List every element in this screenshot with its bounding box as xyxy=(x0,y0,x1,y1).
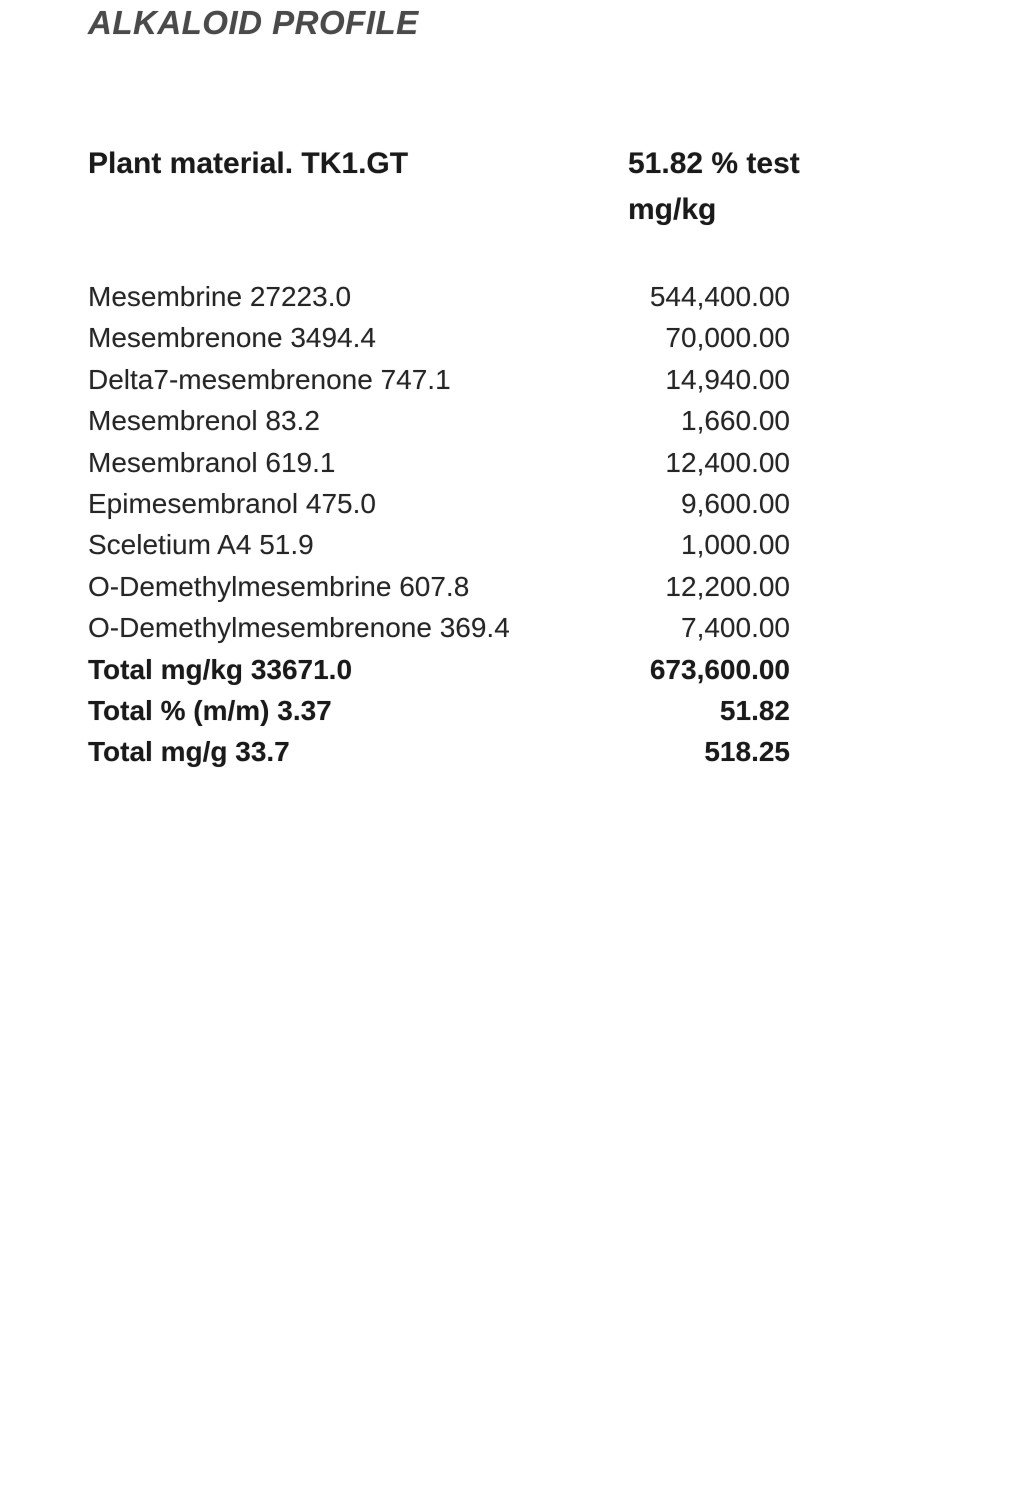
alkaloid-table xyxy=(88,276,790,773)
table-row-total-mgkg xyxy=(88,649,790,690)
compound-value: 1,660.00 xyxy=(681,405,790,437)
compound-name: Mesembrine 27223.0 xyxy=(88,281,352,312)
total-label: Total % (m/m) 3.37 xyxy=(88,695,332,727)
compound-value: 14,940.00 xyxy=(665,363,790,395)
compound-value: 544,400.00 xyxy=(649,281,790,312)
compound-value: 12,400.00 xyxy=(665,446,790,478)
compound-name: Mesembrenol 83.2 xyxy=(88,405,320,437)
total-value: 51.82 xyxy=(719,695,790,727)
table-row-total-mgg xyxy=(88,731,790,772)
report-header xyxy=(88,141,828,241)
compound-value: 12,200.00 xyxy=(665,570,790,602)
total-value: 518.25 xyxy=(704,736,790,768)
table-row xyxy=(88,359,790,400)
compound-value: 70,000.00 xyxy=(665,322,790,354)
total-label: Total mg/kg 33671.0 xyxy=(88,653,353,685)
sample-name: Plant material. TK1.GT xyxy=(88,147,409,180)
compound-value: 1,000.00 xyxy=(681,529,790,561)
table-row xyxy=(88,566,790,607)
compound-name: Mesembranol 619.1 xyxy=(88,446,336,478)
document-title: ALKALOID PROFILE xyxy=(88,4,419,41)
table-row xyxy=(88,276,790,317)
table-row xyxy=(88,483,790,524)
compound-name: Delta7-mesembrenone 747.1 xyxy=(88,363,451,395)
compound-name: Epimesembranol 475.0 xyxy=(88,488,376,520)
test-result xyxy=(628,141,828,233)
total-label: Total mg/g 33.7 xyxy=(88,736,290,768)
table-row xyxy=(88,317,790,358)
compound-name: O-Demethylmesembrenone 369.4 xyxy=(88,612,510,644)
total-value: 673,600.00 xyxy=(649,653,790,685)
compound-name: Mesembrenone 3494.4 xyxy=(88,322,376,354)
test-result-percent: 51.82 % test xyxy=(628,147,800,180)
table-row xyxy=(88,442,790,483)
table-row xyxy=(88,400,790,441)
compound-name: Sceletium A4 51.9 xyxy=(88,529,314,561)
table-row-total-percent xyxy=(88,690,790,731)
test-result-unit: mg/kg xyxy=(628,193,717,226)
table-row xyxy=(88,524,790,565)
compound-value: 7,400.00 xyxy=(681,612,790,644)
compound-name: O-Demethylmesembrine 607.8 xyxy=(88,570,470,602)
table-row xyxy=(88,607,790,648)
compound-value: 9,600.00 xyxy=(681,488,790,520)
